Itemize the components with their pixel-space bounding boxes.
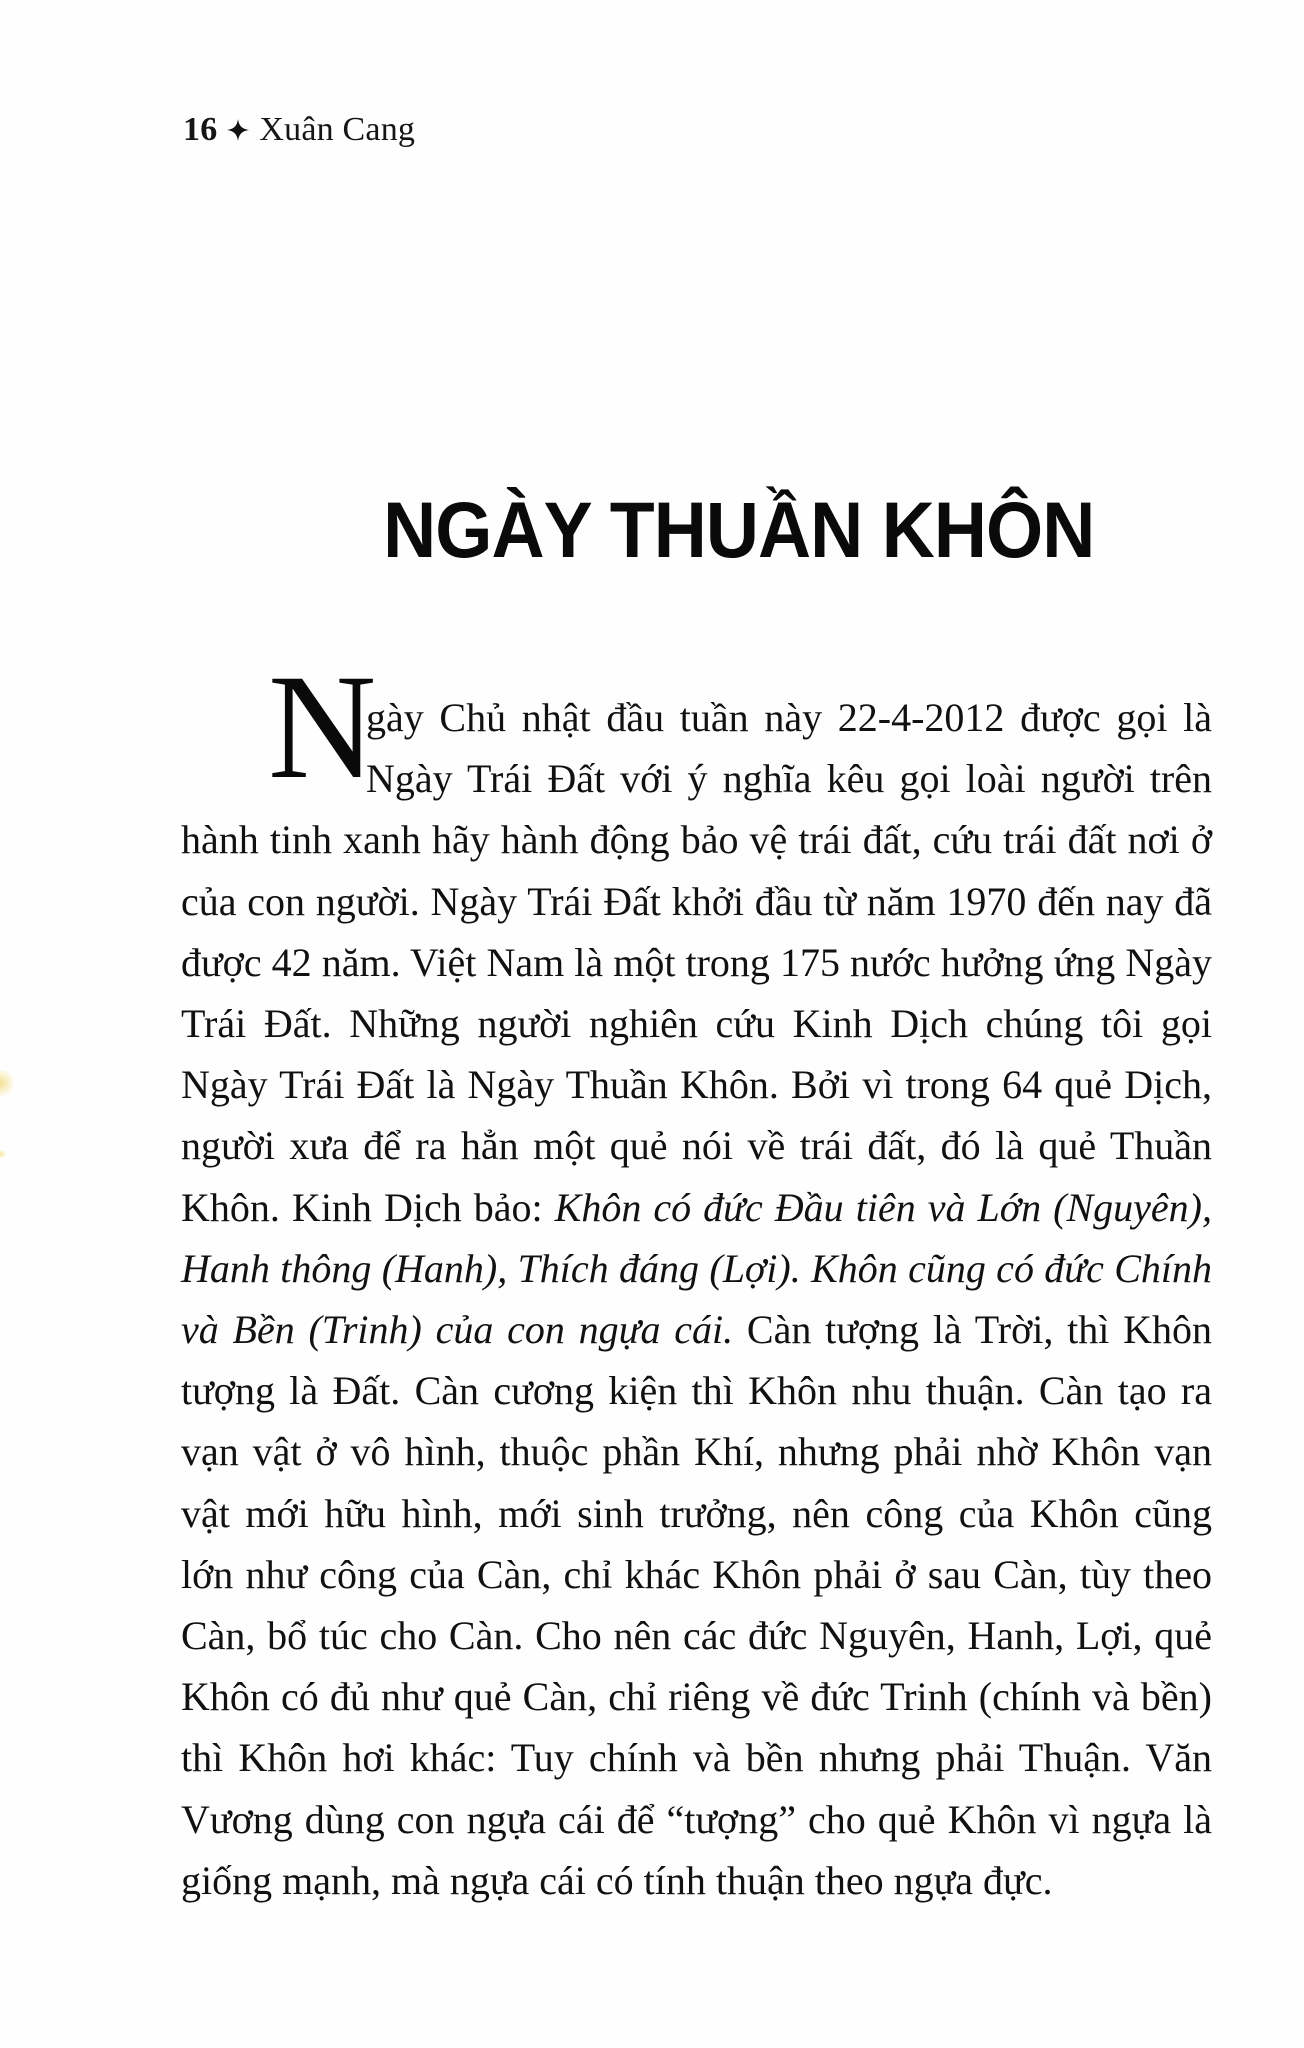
body-text: Càn, bổ túc cho Càn. Cho nên các đức Nguyên, Hanh, Lợi, quẻ xyxy=(181,1613,1212,1658)
body-line xyxy=(181,1672,1212,1722)
italic-quote-text: Khôn có đức Đầu tiên và Lớn (Nguyên), xyxy=(554,1184,1212,1230)
body-text: tượng là Đất. Càn cương kiện thì Khôn nhu thuận. Càn tạo ra xyxy=(181,1368,1212,1414)
body-text: Trái Đất. Những người nghiên cứu Kinh Dịch chúng tôi gọi xyxy=(181,1001,1212,1046)
body-line xyxy=(181,938,1212,988)
body-text: vạn vật ở vô hình, thuộc phần Khí, nhưng phải nhờ Khôn vạn xyxy=(181,1429,1212,1475)
body-text: người xưa để ra hẳn một quẻ nói về trái đất, đó là quẻ Thuần xyxy=(181,1123,1212,1169)
body-text: hành tinh xanh hãy hành động bảo vệ trái đất, cứu trái đất nơi ở xyxy=(181,817,1212,863)
body-text: Càn tượng là Trời, thì Khôn xyxy=(733,1307,1213,1352)
body-text: được 42 năm. Việt Nam là một trong 175 nước hưởng ứng Ngày xyxy=(181,939,1212,985)
body-line xyxy=(181,815,1212,865)
page-number: 16 xyxy=(183,111,218,148)
body-line xyxy=(181,1856,1212,1906)
scan-artifact xyxy=(0,1150,6,1158)
italic-quote-text: và Bền (Trinh) của con ngựa cái. xyxy=(181,1307,734,1352)
body-line xyxy=(366,754,1212,804)
body-line xyxy=(181,1427,1212,1477)
body-text: Khôn có đủ như quẻ Càn, chỉ riêng về đức Trinh (chính và bền) xyxy=(181,1674,1212,1720)
body-line xyxy=(181,1489,1212,1539)
body-text: Ngày Trái Đất là Ngày Thuần Khôn. Bởi vì trong 64 quẻ Dịch, xyxy=(181,1062,1212,1108)
body-line xyxy=(181,1366,1212,1416)
body-line xyxy=(181,1305,1212,1355)
body-line xyxy=(181,1121,1212,1171)
body-line xyxy=(366,693,1212,743)
chapter-title: NGÀY THUẦN KHÔN xyxy=(383,485,1095,574)
body-text: gày Chủ nhật đầu tuần này 22-4-2012 được gọi là xyxy=(366,695,1212,740)
italic-quote-text: Hanh thông (Hanh), Thích đáng (Lợi). Khôn cũng có đức Chính xyxy=(181,1245,1212,1291)
body-line xyxy=(181,877,1212,927)
body-text: Khôn. Kinh Dịch bảo: xyxy=(181,1184,555,1230)
body-text: thì Khôn hơi khác: Tuy chính và bền nhưng phải Thuận. Văn xyxy=(181,1735,1212,1781)
body-text: Vương dùng con ngựa cái để “tượng” cho quẻ Khôn vì ngựa là xyxy=(181,1796,1212,1842)
running-head xyxy=(183,108,415,152)
body-text: của con người. Ngày Trái Đất khởi đầu từ năm 1970 đến nay đã xyxy=(181,878,1212,924)
body-line xyxy=(181,1550,1212,1600)
body-line xyxy=(181,1795,1212,1845)
body-text: vật mới hữu hình, mới sinh trưởng, nên công của Khôn cũng xyxy=(181,1490,1212,1536)
body-text: lớn như công của Càn, chỉ khác Khôn phải ở sau Càn, tùy theo xyxy=(181,1551,1212,1597)
body-line xyxy=(181,1060,1212,1110)
body-line xyxy=(181,1733,1212,1783)
body-line xyxy=(181,1244,1212,1294)
four-point-star-icon xyxy=(227,119,249,141)
body-line xyxy=(181,1183,1212,1233)
drop-cap: N xyxy=(268,644,377,810)
scan-artifact xyxy=(0,1070,14,1096)
body-line xyxy=(181,1611,1212,1661)
author-name: Xuân Cang xyxy=(259,111,416,148)
body-line xyxy=(181,999,1212,1049)
body-text: giống mạnh, mà ngựa cái có tính thuận theo ngựa đực. xyxy=(181,1857,1053,1903)
body-text: Ngày Trái Đất với ý nghĩa kêu gọi loài người trên xyxy=(366,756,1212,802)
